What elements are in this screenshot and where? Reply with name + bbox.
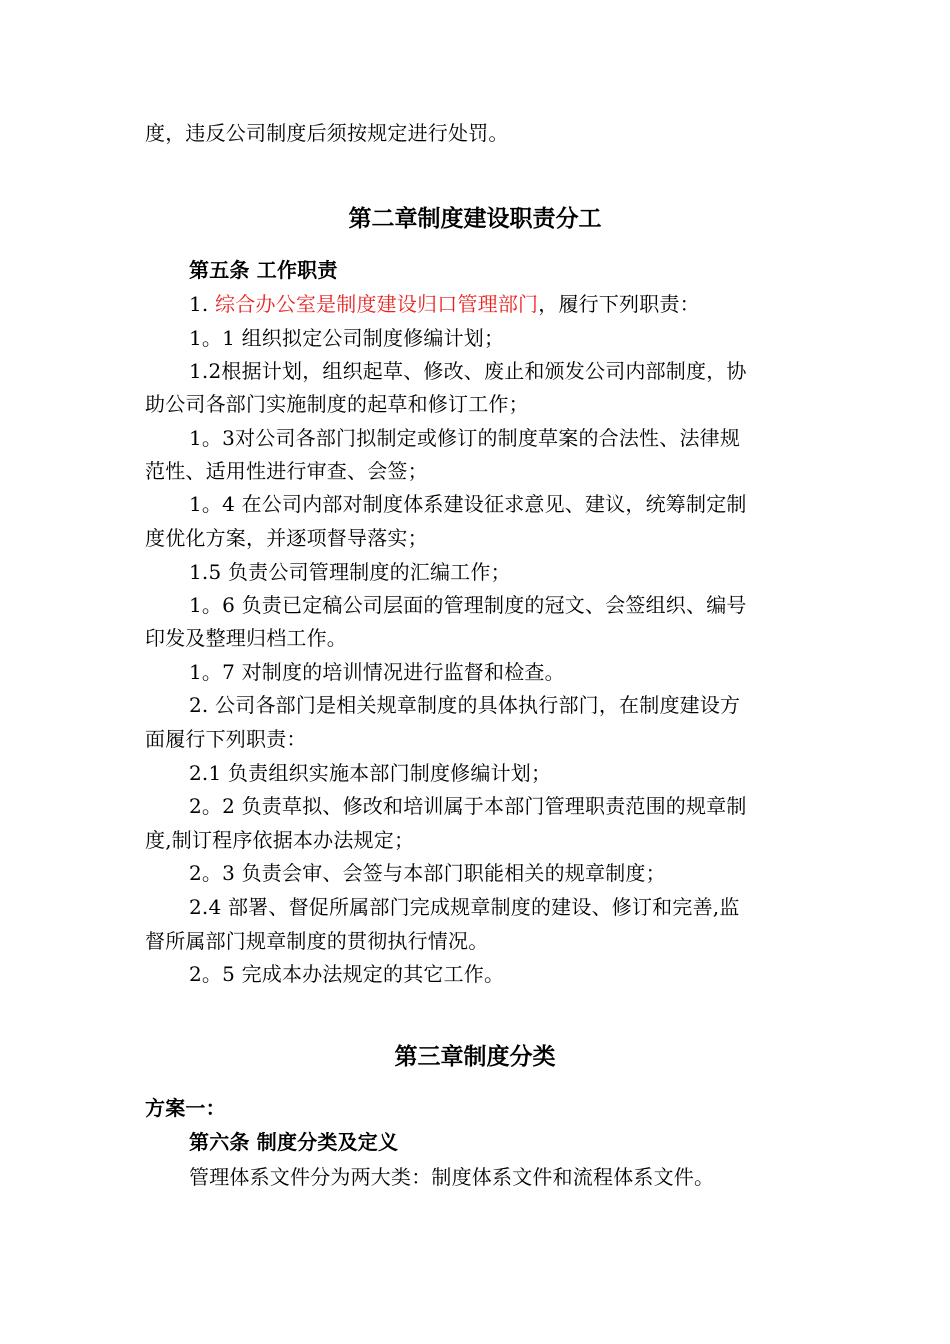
item-2-1: 2.1 负责组织实施本部门制度修编计划；: [189, 761, 552, 785]
item-2-3: 2。3 负责会审、会签与本部门职能相关的规章制度；: [189, 861, 666, 885]
item-2-4-line-b: 督所属部门规章制度的贯彻执行情况。: [145, 929, 489, 953]
item-2-line-a: 2. 公司各部门是相关规章制度的具体执行部门，在制度建设方: [189, 693, 741, 717]
item-1-number: 1.: [189, 292, 216, 316]
chapter-3-title: 第三章制度分类: [394, 1044, 556, 1070]
item-1-2-line-a: 1.2根据计划，组织起草、修改、废止和颁发公司内部制度，协: [189, 359, 747, 383]
item-1-3-line-b: 范性、适用性进行审查、会签；: [145, 459, 428, 483]
item-1-3-line-a: 1。3对公司各部门拟制定或修订的制度草案的合法性、法律规: [189, 426, 741, 450]
item-1-1: 1。1 组织拟定公司制度修编计划；: [189, 326, 505, 350]
item-1-rest: ，履行下列职责：: [538, 292, 700, 316]
intro-line: 度，违反公司制度后须按规定进行处罚。: [145, 121, 509, 145]
item-1-line: [189, 292, 700, 316]
item-2-2-line-b: 度,制订程序依据本办法规定；: [145, 828, 415, 852]
article-6-paragraph: 管理体系文件分为两大类：制度体系文件和流程体系文件。: [189, 1165, 715, 1189]
plan-1-label: 方案一：: [145, 1096, 226, 1120]
item-1-2-line-b: 助公司各部门实施制度的起草和修订工作；: [145, 392, 529, 416]
article-6-heading: 第六条 制度分类及定义: [189, 1130, 399, 1154]
item-1-4-line-b: 度优化方案，并逐项督导落实；: [145, 526, 428, 550]
item-2-2-line-a: 2。2 负责草拟、修改和培训属于本部门管理职责范围的规章制: [189, 794, 747, 818]
chapter-2-title: 第二章制度建设职责分工: [348, 206, 602, 232]
item-1-4-line-a: 1。4 在公司内部对制度体系建设征求意见、建议，统筹制定制: [189, 492, 747, 516]
item-2-5: 2。5 完成本办法规定的其它工作。: [189, 962, 505, 986]
item-1-6-line-b: 印发及整理归档工作。: [145, 626, 347, 650]
item-1-6-line-a: 1。6 负责已定稿公司层面的管理制度的冠文、会签组织、编号: [189, 593, 747, 617]
article-5-heading: 第五条 工作职责: [189, 258, 338, 282]
item-2-line-b: 面履行下列职责：: [145, 727, 307, 751]
item-2-4-line-a: 2.4 部署、督促所属部门完成规章制度的建设、修订和完善,监: [189, 895, 740, 919]
item-1-5: 1.5 负责公司管理制度的汇编工作；: [189, 560, 511, 584]
item-1-highlight: 综合办公室是制度建设归口管理部门: [215, 292, 539, 316]
item-1-7: 1。7 对制度的培训情况进行监督和检查。: [189, 660, 565, 684]
